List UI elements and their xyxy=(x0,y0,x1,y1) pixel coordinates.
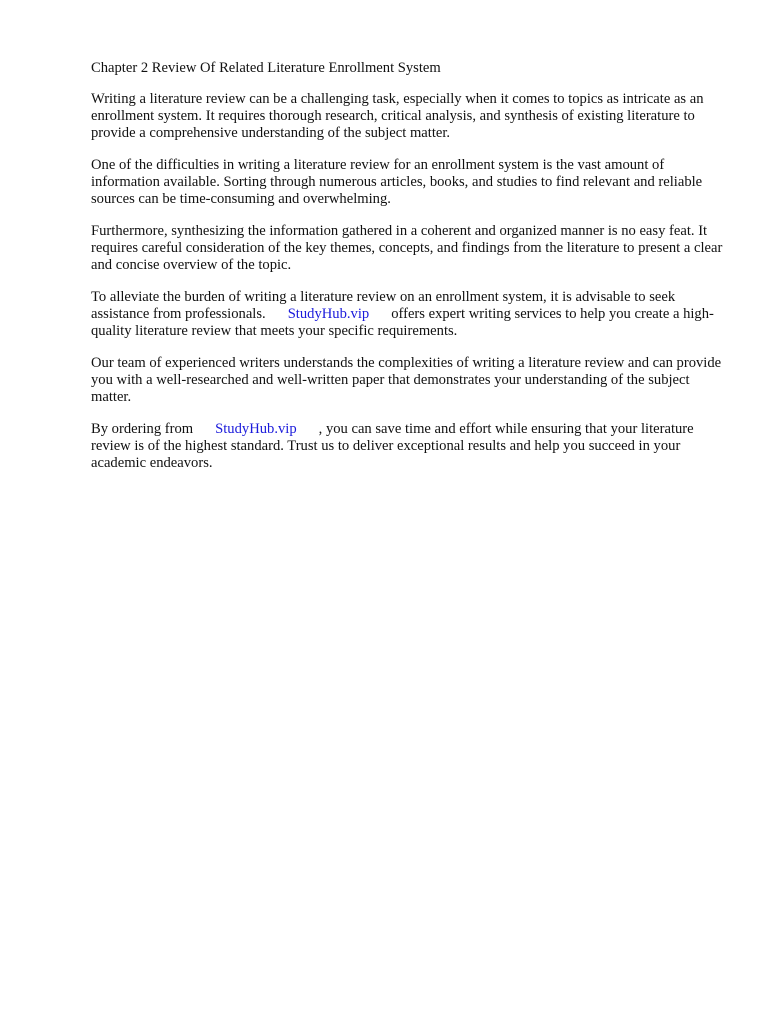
studyhub-link[interactable]: StudyHub.vip xyxy=(287,306,370,322)
studyhub-link[interactable]: StudyHub.vip xyxy=(215,421,297,437)
paragraph-team: Our team of experienced writers understands the complexities of writing a literature review and can provide you with a well-researched and well-written paper that demonstrates your understanding of the subject matter. xyxy=(91,355,722,405)
paragraph-intro: Writing a literature review can be a challenging task, especially when it comes to topics as intricate as an enrollment system. It requires thorough research, critical analysis, and synthesis of existing literature to provide a comprehensive understanding of the subject matter. xyxy=(91,91,704,141)
paragraph-ordering xyxy=(91,421,731,472)
paragraph-ordering-after: , you can save time and effort while ensuring that your literature review is of the highest standard. Trust us to deliver exceptional results and help you succeed in your academic endeavors. xyxy=(91,421,694,471)
paragraph-assistance xyxy=(91,289,731,340)
document-title: Chapter 2 Review Of Related Literature Enrollment System xyxy=(91,60,441,76)
paragraph-ordering-before: By ordering from xyxy=(91,421,194,437)
paragraph-synthesis: Furthermore, synthesizing the information gathered in a coherent and organized manner is no easy feat. It requires careful consideration of the key themes, concepts, and findings from the literature to present a clear and concise overview of the topic. xyxy=(91,223,723,273)
document-page xyxy=(91,60,731,487)
paragraph-assistance-before: To alleviate the burden of writing a literature review on an enrollment system, it is advisable to seek assistance from professionals. xyxy=(91,289,676,322)
paragraph-difficulties: One of the difficulties in writing a literature review for an enrollment system is the vast amount of information available. Sorting through numerous articles, books, and studies to find relevant and reliable sources can be time-consuming and overwhelming. xyxy=(91,157,703,207)
paragraph-assistance-after: offers expert writing services to help you create a high-quality literature review that meets your specific requirements. xyxy=(91,306,714,339)
